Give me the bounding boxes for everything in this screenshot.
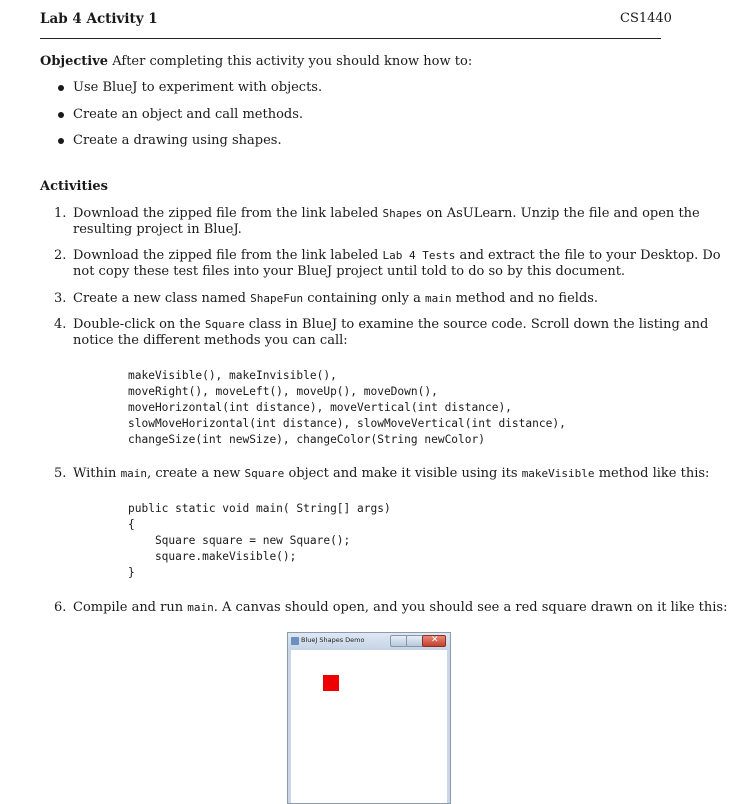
objective-bullet-3: Create a drawing using shapes.: [73, 133, 282, 148]
code-line: makeVisible(), makeInvisible(),: [128, 369, 337, 382]
item-code: Square: [204, 318, 245, 331]
objective-bullet-1: Use BlueJ to experiment with objects.: [73, 80, 323, 95]
item-5-line-1: [73, 466, 709, 481]
red-square: [323, 675, 339, 691]
item-text: Double-click on the: [73, 317, 201, 332]
item-text: , create a new: [147, 466, 241, 481]
objective-bullet-2: Create an object and call methods.: [73, 107, 304, 122]
bullet-dot: [58, 112, 64, 118]
activities-heading: Activities: [40, 179, 108, 194]
item-text: Within: [73, 466, 117, 481]
item-number: 2.: [54, 248, 67, 263]
item-text: containing only a: [307, 291, 421, 306]
objective-heading: Objective: [40, 54, 109, 69]
item-text: . A canvas should open, and you should see a red square drawn on it like this:: [213, 600, 728, 615]
item-code: Lab 4 Tests: [382, 249, 456, 262]
code-line: square.makeVisible();: [128, 550, 297, 563]
item-text: object and make it visible using its: [288, 466, 518, 481]
item-text: class in BlueJ to examine the source code. Scroll down the listing and: [248, 317, 709, 332]
item-text: Compile and run: [73, 600, 184, 615]
item-code: ShapeFun: [250, 292, 304, 305]
item-code: main: [424, 292, 452, 305]
item-1-line-2: resulting project in BlueJ.: [73, 222, 242, 237]
header-course: CS1440: [620, 11, 672, 26]
drawing-canvas: [291, 650, 447, 803]
code-line: slowMoveHorizontal(int distance), slowMoveVertical(int distance),: [128, 417, 566, 430]
item-code: Shapes: [382, 207, 423, 220]
item-2-line-1: [73, 248, 721, 263]
item-text: on AsULearn. Unzip the file and open the: [426, 206, 700, 221]
item-code: makeVisible: [521, 467, 595, 480]
window-right-frame: [447, 650, 450, 803]
objective-line: [40, 54, 472, 69]
item-text: method like this:: [598, 466, 710, 481]
item-number: 5.: [54, 466, 67, 481]
close-button[interactable]: [422, 635, 446, 647]
item-2-line-2: not copy these test files into your BlueJ project until told to do so by this document.: [73, 264, 626, 279]
item-1-line-1: [73, 206, 700, 221]
item-number: 1.: [54, 206, 67, 221]
item-text: Download the zipped file from the link labeled: [73, 206, 379, 221]
window-title: BlueJ Shapes Demo: [301, 636, 365, 644]
code-line: }: [128, 566, 135, 579]
item-6-line-1: [73, 600, 727, 615]
item-text: Create a new class named: [73, 291, 246, 306]
window-titlebar: [288, 633, 450, 650]
item-number: 4.: [54, 317, 67, 332]
item-code: Square: [244, 467, 285, 480]
bullet-dot: [58, 85, 64, 91]
app-icon: [291, 637, 299, 645]
item-number: 6.: [54, 600, 67, 615]
item-text: Download the zipped file from the link labeled: [73, 248, 379, 263]
item-number: 3.: [54, 291, 67, 306]
canvas-window: [287, 632, 451, 804]
header-title: Lab 4 Activity 1: [40, 11, 158, 27]
item-text: and extract the file to your Desktop. Do: [459, 248, 721, 263]
code-line: {: [128, 518, 135, 531]
code-line: public static void main( String[] args): [128, 502, 391, 515]
objective-intro: After completing this activity you should know how to:: [112, 54, 473, 69]
code-line: moveRight(), moveLeft(), moveUp(), moveDown(),: [128, 385, 438, 398]
close-icon: ✕: [431, 635, 439, 645]
code-line: moveHorizontal(int distance), moveVertical(int distance),: [128, 401, 512, 414]
code-line: Square square = new Square();: [128, 534, 351, 547]
item-4-line-1: [73, 317, 708, 332]
item-code: main: [187, 601, 214, 614]
header-rule: [40, 38, 661, 39]
item-3-line-1: [73, 291, 598, 306]
item-code: main: [120, 467, 148, 480]
bullet-dot: [58, 138, 64, 144]
item-4-line-2: notice the different methods you can call:: [73, 333, 348, 348]
code-line: changeSize(int newSize), changeColor(String newColor): [128, 433, 485, 446]
item-text: method and no fields.: [455, 291, 599, 306]
